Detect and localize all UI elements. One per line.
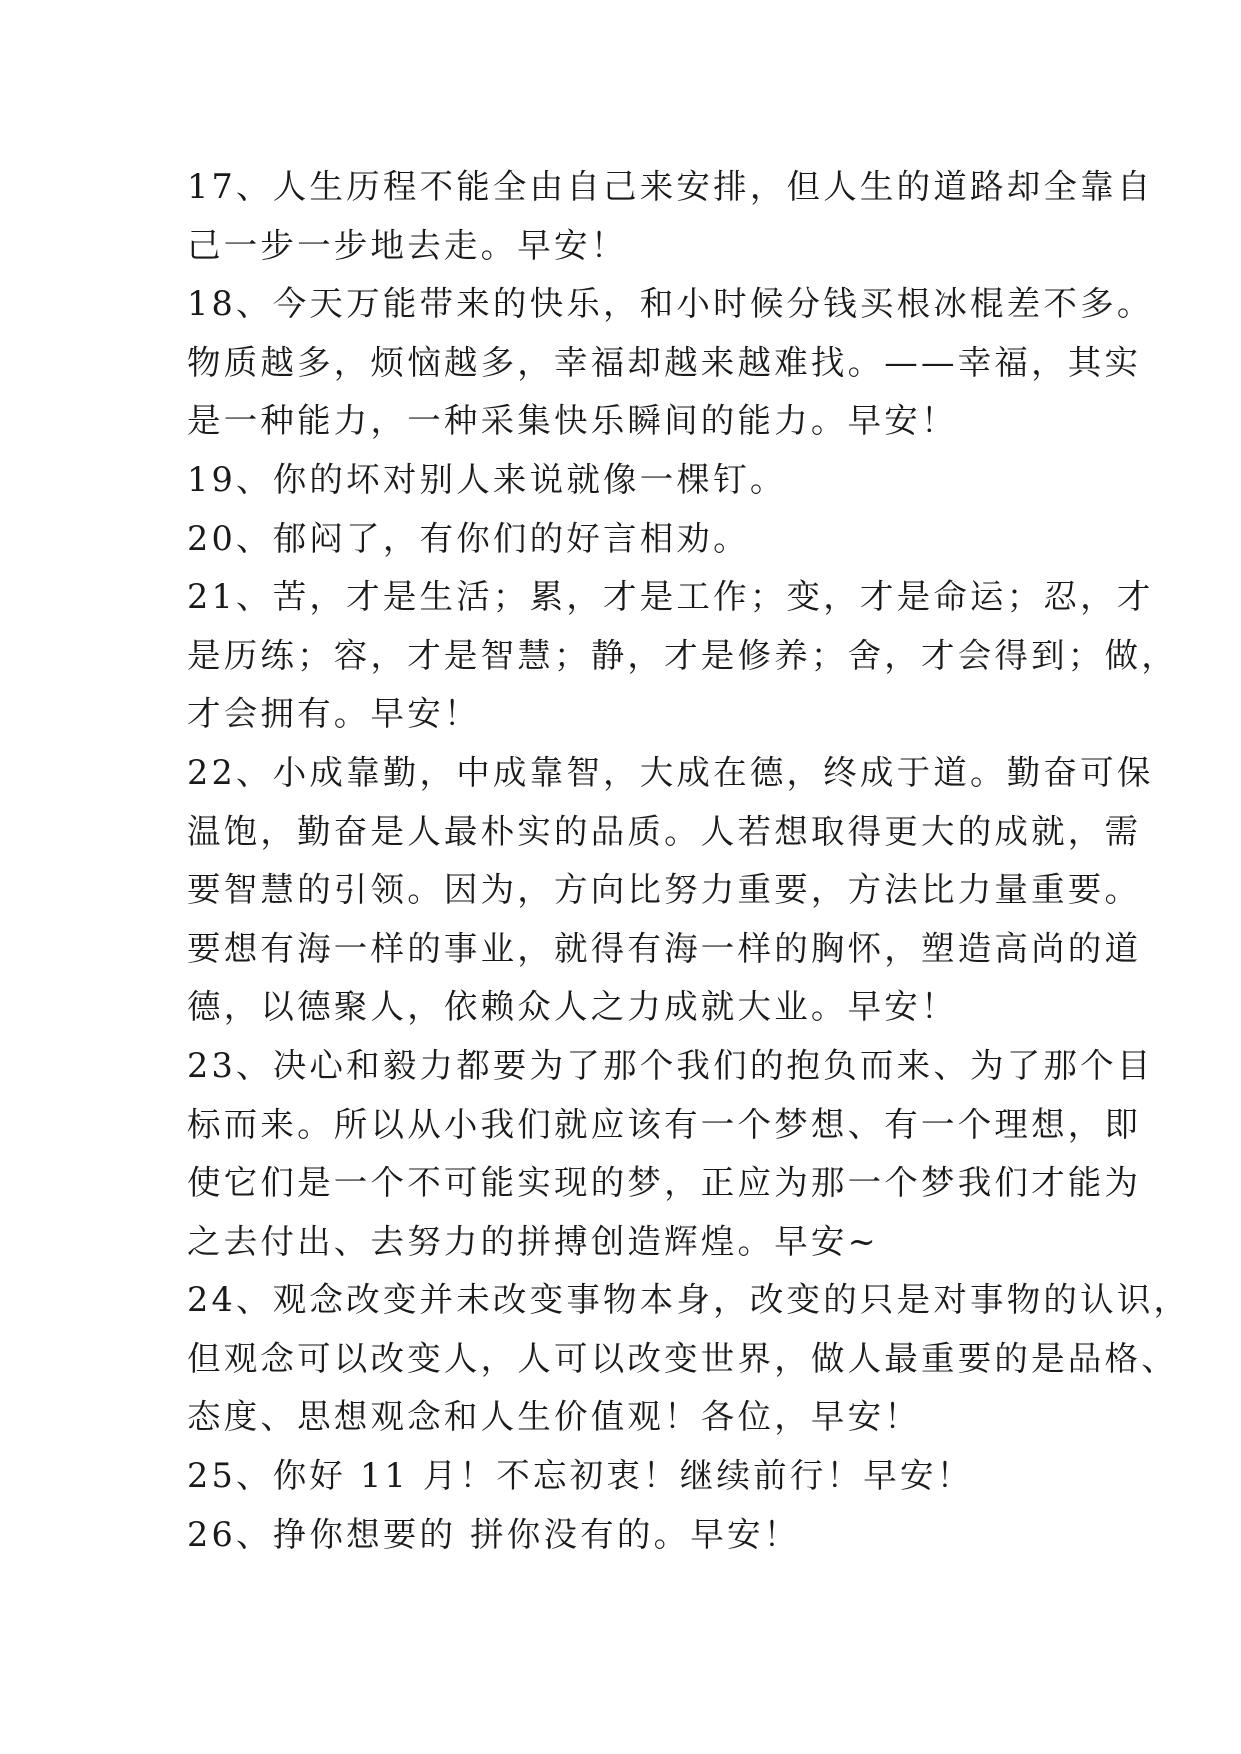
- text-line: 态度、思想观念和人生价值观！各位，早安！: [187, 1397, 921, 1437]
- text-line: 温饱，勤奋是人最朴实的品质。人若想取得更大的成就，需: [187, 811, 1142, 851]
- text-line: 物质越多，烦恼越多，幸福却越来越难找。——幸福，其实: [187, 342, 1142, 382]
- text-line: 要智慧的引领。因为，方向比努力重要，方法比力量重要。: [187, 870, 1142, 910]
- text-line: 标而来。所以从小我们就应该有一个梦想、有一个理想，即: [187, 1104, 1142, 1144]
- text-line: 26、挣你想要的 拼你没有的。早安！: [187, 1514, 801, 1554]
- text-line: 19、你的坏对别人来说就像一棵钉。: [187, 459, 787, 499]
- text-line: 18、今天万能带来的快乐，和小时候分钱买根冰棍差不多。: [187, 284, 1154, 324]
- text-line: 是历练；容，才是智慧；静，才是修养；舍，才会得到；做，: [187, 635, 1178, 675]
- text-line: 23、决心和毅力都要为了那个我们的抱负而来、为了那个目: [187, 1045, 1154, 1085]
- text-line: 但观念可以改变人，人可以改变世界，做人最重要的是品格、: [187, 1338, 1178, 1378]
- text-line: 25、你好 11 月！不忘初衷！继续前行！早安！: [187, 1456, 974, 1496]
- text-line: 20、郁闷了，有你们的好言相劝。: [187, 518, 750, 558]
- text-line: 使它们是一个不可能实现的梦，正应为那一个梦我们才能为: [187, 1163, 1142, 1203]
- text-line: 才会拥有。早安！: [187, 694, 481, 734]
- document-body: [187, 158, 1191, 1564]
- text-line: 德，以德聚人，依赖众人之力成就大业。早安！: [187, 987, 958, 1027]
- text-line: 己一步一步地去走。早安！: [187, 225, 628, 265]
- text-line: 22、小成靠勤，中成靠智，大成在德，终成于道。勤奋可保: [187, 752, 1154, 792]
- text-line: 24、观念改变并未改变事物本身，改变的只是对事物的认识，: [187, 1280, 1191, 1320]
- text-line: 要想有海一样的事业，就得有海一样的胸怀，塑造高尚的道: [187, 928, 1142, 968]
- text-line: 21、苦，才是生活；累，才是工作；变，才是命运；忍，才: [187, 577, 1154, 617]
- text-line: 17、人生历程不能全由自己来安排，但人生的道路却全靠自: [187, 167, 1154, 206]
- text-line: 是一种能力，一种采集快乐瞬间的能力。早安！: [187, 401, 958, 441]
- text-line: 之去付出、去努力的拼搏创造辉煌。早安~: [187, 1221, 879, 1261]
